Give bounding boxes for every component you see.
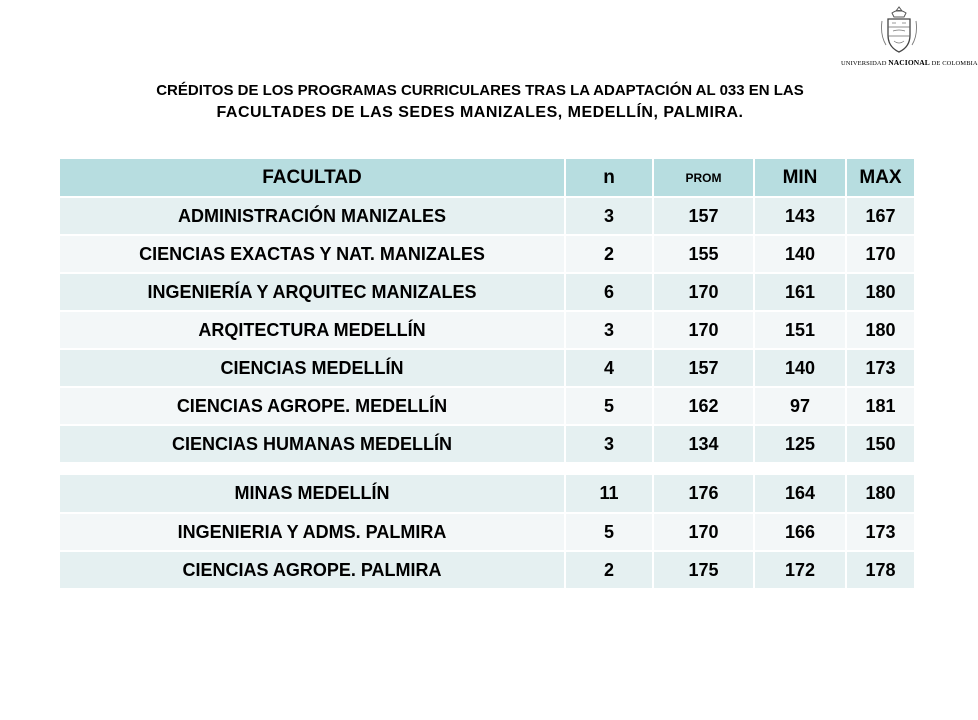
cell-min: 151 [754,311,846,349]
cell-n: 2 [565,235,653,273]
cell-prom: 170 [653,273,754,311]
cell-n: 3 [565,197,653,235]
cell-min: 172 [754,551,846,589]
title-line-2: FACULTADES DE LAS SEDES MANIZALES, MEDELLÍN, PALMIRA. [216,104,744,121]
cell-prom: 170 [653,311,754,349]
cell-n: 11 [565,475,653,513]
cell-min: 125 [754,425,846,463]
cell-n: 3 [565,311,653,349]
credits-table-continued [60,475,914,590]
table-row [60,513,914,551]
cell-n: 4 [565,349,653,387]
table-row [60,349,914,387]
cell-max: 178 [846,551,914,589]
cell-max: 150 [846,425,914,463]
table-row [60,311,914,349]
header-max: MAX [846,159,914,197]
cell-prom: 155 [653,235,754,273]
cell-facultad: INGENIERÍA Y ARQUITEC MANIZALES [60,273,565,311]
cell-prom: 175 [653,551,754,589]
cell-facultad: CIENCIAS EXACTAS Y NAT. MANIZALES [60,235,565,273]
header-min: MIN [754,159,846,197]
header-facultad: FACULTAD [60,159,565,197]
cell-facultad: CIENCIAS AGROPE. PALMIRA [60,551,565,589]
cell-min: 97 [754,387,846,425]
cell-min: 164 [754,475,846,513]
table-row [60,235,914,273]
cell-facultad: INGENIERIA Y ADMS. PALMIRA [60,513,565,551]
header-prom: PROM [653,159,754,197]
table-header-row [60,159,914,197]
table-row [60,387,914,425]
cell-facultad: CIENCIAS HUMANAS MEDELLÍN [60,425,565,463]
table-row [60,273,914,311]
title-line-1: CRÉDITOS DE LOS PROGRAMAS CURRICULARES TRAS LA ADAPTACIÓN AL 033 EN LAS [156,82,804,99]
coat-of-arms-icon [878,5,920,57]
cell-n: 5 [565,387,653,425]
cell-prom: 162 [653,387,754,425]
cell-n: 3 [565,425,653,463]
header-n: n [565,159,653,197]
cell-min: 140 [754,235,846,273]
cell-max: 173 [846,349,914,387]
cell-min: 166 [754,513,846,551]
cell-prom: 176 [653,475,754,513]
cell-max: 180 [846,311,914,349]
page-title [40,80,920,124]
cell-facultad: ARQITECTURA MEDELLÍN [60,311,565,349]
table-row [60,197,914,235]
cell-min: 161 [754,273,846,311]
cell-max: 180 [846,273,914,311]
cell-prom: 170 [653,513,754,551]
cell-facultad: CIENCIAS MEDELLÍN [60,349,565,387]
cell-n: 5 [565,513,653,551]
credits-table [60,159,914,464]
university-logo [841,5,978,71]
cell-prom: 157 [653,197,754,235]
logo-wordmark: UNIVERSIDAD NACIONAL DE COLOMBIA [841,58,978,67]
cell-max: 167 [846,197,914,235]
cell-prom: 134 [653,425,754,463]
cell-facultad: MINAS MEDELLÍN [60,475,565,513]
table-row [60,425,914,463]
cell-max: 180 [846,475,914,513]
cell-min: 140 [754,349,846,387]
cell-min: 143 [754,197,846,235]
cell-max: 170 [846,235,914,273]
table-row [60,475,914,513]
cell-n: 6 [565,273,653,311]
cell-max: 181 [846,387,914,425]
cell-facultad: CIENCIAS AGROPE. MEDELLÍN [60,387,565,425]
cell-max: 173 [846,513,914,551]
cell-n: 2 [565,551,653,589]
table-row [60,551,914,589]
cell-prom: 157 [653,349,754,387]
cell-facultad: ADMINISTRACIÓN MANIZALES [60,197,565,235]
